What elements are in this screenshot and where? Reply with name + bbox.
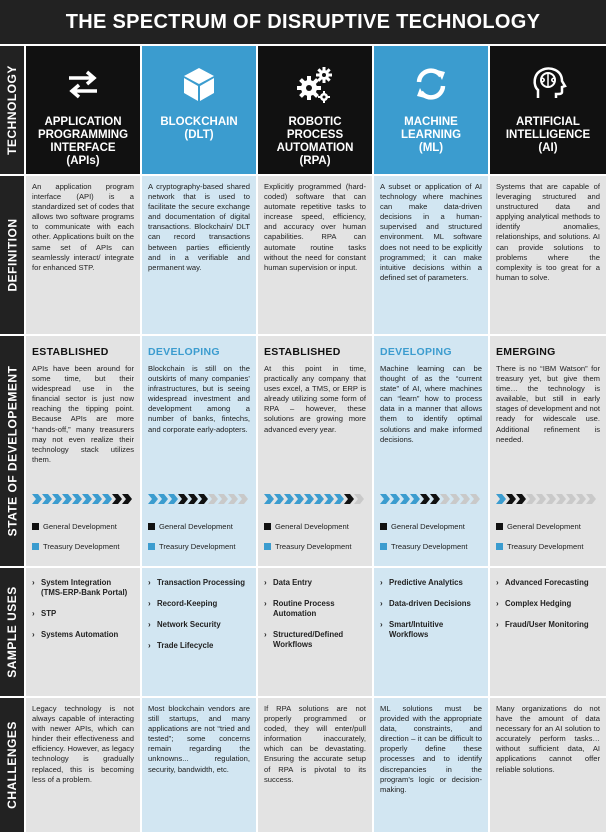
challenges-text: ML solutions must be provided with the appropriate data, constraints, and direction – it can be difficult to properly define these processes and to identify discrepancies in the program’s logic or decision-making. bbox=[380, 704, 482, 794]
tech-name: MACHINE LEARNING (ML) bbox=[400, 116, 462, 154]
progress-chevron bbox=[314, 494, 324, 504]
tech-header bbox=[142, 46, 256, 174]
progress-chevron bbox=[450, 494, 460, 504]
refresh-cycle-icon bbox=[411, 64, 451, 104]
sample-use-item bbox=[264, 578, 366, 588]
chevron-right-icon: › bbox=[264, 578, 267, 587]
state-cell bbox=[26, 336, 140, 566]
tech-name: ROBOTIC PROCESS AUTOMATION (RPA) bbox=[276, 116, 354, 167]
legend-swatch-blue bbox=[32, 543, 39, 550]
state-cell bbox=[374, 336, 488, 566]
sample-use-label: Network Security bbox=[157, 620, 221, 629]
legend-general bbox=[380, 522, 465, 531]
status-badge: ESTABLISHED bbox=[32, 346, 109, 358]
definition-text: An application program interface (API) is a standardized set of codes that allows two software programs to communicate with each other. Applications built on the same set of APIs can seamlessly interact/ integrate for enhanced STP. bbox=[32, 182, 134, 272]
chevron-right-icon: › bbox=[264, 599, 267, 608]
column-ml bbox=[374, 0, 488, 832]
row-label-definition bbox=[0, 176, 24, 334]
progress-chevron bbox=[82, 494, 92, 504]
progress-chevron bbox=[122, 494, 132, 504]
chevron-right-icon: › bbox=[380, 620, 383, 629]
legend-swatch-blue bbox=[264, 543, 271, 550]
state-text: At this point in time, practically any company that uses excel, a TMS, or ERP is already utilizing some form of RPA – however, these solutions are growing more advanced every year. bbox=[264, 364, 366, 434]
gears-icon bbox=[295, 64, 335, 104]
legend-general bbox=[32, 522, 117, 531]
chevron-right-icon: › bbox=[380, 578, 383, 587]
progress-chevron bbox=[52, 494, 62, 504]
chevron-right-icon: › bbox=[148, 599, 151, 608]
progress-chevron bbox=[496, 494, 506, 504]
tech-header bbox=[490, 46, 606, 174]
progress-chevron bbox=[410, 494, 420, 504]
definition-cell bbox=[490, 176, 606, 334]
legend-swatch-black bbox=[496, 523, 503, 530]
row-label-challenges-text: CHALLENGES bbox=[5, 721, 20, 809]
progress-chevron bbox=[92, 494, 102, 504]
sample-use-label: Structured/Defined Workflows bbox=[273, 630, 344, 649]
tech-header bbox=[258, 46, 372, 174]
progress-chevron bbox=[390, 494, 400, 504]
row-label-challenges bbox=[0, 698, 24, 832]
uses-cell bbox=[26, 568, 140, 696]
legend-treasury bbox=[496, 542, 584, 551]
state-cell bbox=[258, 336, 372, 566]
sample-use-item bbox=[380, 599, 482, 609]
sample-use-label: Routine Process Automation bbox=[273, 599, 335, 618]
brain-head-icon bbox=[528, 64, 568, 104]
progress-chevrons bbox=[264, 494, 366, 504]
status-badge: EMERGING bbox=[496, 346, 556, 358]
legend-swatch-black bbox=[264, 523, 271, 530]
uses-cell bbox=[490, 568, 606, 696]
legend-treasury bbox=[380, 542, 468, 551]
legend-swatch-blue bbox=[496, 543, 503, 550]
page-title: THE SPECTRUM OF DISRUPTIVE TECHNOLOGY bbox=[0, 0, 606, 44]
legend-swatch-blue bbox=[148, 543, 155, 550]
challenges-text: Many organizations do not have the amount of data necessary for an AI solution to accurately perform tasks… without sufficient data, AI applications cannot offer reliable solutions. bbox=[496, 704, 600, 774]
definition-cell bbox=[142, 176, 256, 334]
legend-general-label: General Development bbox=[275, 522, 349, 531]
sample-use-label: Data Entry bbox=[273, 578, 312, 587]
progress-chevron bbox=[188, 494, 198, 504]
uses-list bbox=[142, 568, 256, 651]
sample-use-label: Fraud/User Monitoring bbox=[505, 620, 589, 629]
sample-use-item bbox=[264, 599, 366, 619]
challenges-cell bbox=[490, 698, 606, 832]
progress-chevron bbox=[546, 494, 556, 504]
chevron-right-icon: › bbox=[380, 599, 383, 608]
progress-chevron bbox=[400, 494, 410, 504]
progress-chevron bbox=[112, 494, 122, 504]
legend-treasury-label: Treasury Development bbox=[391, 542, 468, 551]
sample-use-label: Record-Keeping bbox=[157, 599, 218, 608]
progress-chevron bbox=[420, 494, 430, 504]
definition-text: A subset or application of AI technology where machines can make data-driven decisions in a human-supervised and structured environment. ML software does not need to be explicitly programmed; it can make intuitive decisions within a defined set of parameters. bbox=[380, 182, 482, 282]
challenges-cell bbox=[374, 698, 488, 832]
progress-chevron bbox=[536, 494, 546, 504]
uses-cell bbox=[142, 568, 256, 696]
state-text: APIs have been around for some time, but their widespread use in the financial sector is just now reaching the tipping point. Because APIs are more “hands-off,” many treasurers may not even realize their technology stack utilizes them. bbox=[32, 364, 134, 464]
progress-chevrons bbox=[496, 494, 598, 504]
column-rpa bbox=[258, 0, 372, 832]
progress-chevron bbox=[586, 494, 596, 504]
legend-general-label: General Development bbox=[507, 522, 581, 531]
progress-chevron bbox=[284, 494, 294, 504]
uses-cell bbox=[374, 568, 488, 696]
tech-name: ARTIFICIAL INTELLIGENCE (AI) bbox=[505, 116, 591, 154]
progress-chevron bbox=[354, 494, 364, 504]
progress-chevron bbox=[102, 494, 112, 504]
status-badge: ESTABLISHED bbox=[264, 346, 341, 358]
legend-treasury bbox=[264, 542, 352, 551]
legend-treasury-label: Treasury Development bbox=[507, 542, 584, 551]
progress-chevron bbox=[506, 494, 516, 504]
sample-use-item bbox=[380, 578, 482, 588]
legend-swatch-black bbox=[148, 523, 155, 530]
sample-use-label: System Integration (TMS-ERP-Bank Portal) bbox=[41, 578, 128, 597]
progress-chevrons bbox=[32, 494, 134, 504]
sample-use-item bbox=[148, 599, 250, 609]
uses-list bbox=[26, 568, 140, 640]
progress-chevron bbox=[42, 494, 52, 504]
sample-use-item bbox=[496, 578, 600, 588]
column-blockchain bbox=[142, 0, 256, 832]
column-apis bbox=[26, 0, 140, 832]
definition-text: A cryptography-based shared network that is used to facilitate the secure exchange and documentation of digital transactions. Blockchain/ DLT can record transactions between parties efficiently and in a verifiable and permanent way. bbox=[148, 182, 250, 272]
progress-chevron bbox=[556, 494, 566, 504]
progress-chevron bbox=[430, 494, 440, 504]
chevron-right-icon: › bbox=[32, 578, 35, 587]
progress-chevron bbox=[238, 494, 248, 504]
sample-use-label: Transaction Processing bbox=[157, 578, 245, 587]
challenges-text: Legacy technology is not always capable of interacting with newer APIs, which can hinder their effectiveness and efficiency. However, as legacy technology is gradually replaced, this is becoming less of a problem. bbox=[32, 704, 134, 784]
row-label-technology-text: TECHNOLOGY bbox=[5, 65, 20, 155]
sample-use-item bbox=[32, 630, 134, 640]
status-badge: DEVELOPING bbox=[380, 346, 452, 358]
chevron-right-icon: › bbox=[496, 599, 499, 608]
definition-cell bbox=[258, 176, 372, 334]
legend-swatch-blue bbox=[380, 543, 387, 550]
legend-general-label: General Development bbox=[391, 522, 465, 531]
uses-list bbox=[374, 568, 488, 640]
progress-chevron bbox=[264, 494, 274, 504]
row-label-definition-text: DEFINITION bbox=[5, 218, 19, 292]
progress-chevron bbox=[158, 494, 168, 504]
challenges-cell bbox=[142, 698, 256, 832]
chevron-right-icon: › bbox=[148, 641, 151, 650]
legend-swatch-black bbox=[32, 523, 39, 530]
sample-use-item bbox=[148, 620, 250, 630]
definition-text: Explicitly programmed (hard-coded) software that can automate repetitive tasks to increase speed, efficiency, and accuracy over human capabilities. RPA can automate routine tasks without the need for constant human supervision or input. bbox=[264, 182, 366, 272]
state-cell bbox=[142, 336, 256, 566]
progress-chevron bbox=[148, 494, 158, 504]
sample-use-label: Systems Automation bbox=[41, 630, 119, 639]
challenges-cell bbox=[258, 698, 372, 832]
progress-chevron bbox=[440, 494, 450, 504]
row-label-uses-text: SAMPLE USES bbox=[5, 586, 20, 678]
legend-treasury-label: Treasury Development bbox=[43, 542, 120, 551]
progress-chevron bbox=[62, 494, 72, 504]
uses-list bbox=[258, 568, 372, 650]
tech-name: APPLICATION PROGRAMMING INTERFACE (APIs) bbox=[37, 116, 129, 167]
progress-chevron bbox=[218, 494, 228, 504]
progress-chevron bbox=[32, 494, 42, 504]
state-text: Machine learning can be thought of as the “current state” of AI, where machines can “learn” how to process data in a manner that allows them to identify optimal solutions and make informed decisions. bbox=[380, 364, 482, 444]
uses-list bbox=[490, 568, 606, 630]
progress-chevron bbox=[526, 494, 536, 504]
legend-general bbox=[496, 522, 581, 531]
progress-chevron bbox=[168, 494, 178, 504]
sample-use-item bbox=[32, 609, 134, 619]
sample-use-label: Complex Hedging bbox=[505, 599, 572, 608]
challenges-cell bbox=[26, 698, 140, 832]
challenges-text: If RPA solutions are not properly programmed or coded, they will enter/pull information inaccurately, which can be devastating. Ensuring the accurate setup of RPA is pivotal to its success. bbox=[264, 704, 366, 784]
tech-name: BLOCKCHAIN (DLT) bbox=[160, 116, 238, 141]
tech-header bbox=[374, 46, 488, 174]
row-label-technology bbox=[0, 46, 24, 174]
definition-text: Systems that are capable of leveraging structured and unstructured data and applying analytical methods to identify anomalies, relationships, and solutions. AI can provide solutions to problems where the complexity is too great for a human to solve. bbox=[496, 182, 600, 282]
chevron-right-icon: › bbox=[496, 578, 499, 587]
progress-chevron bbox=[208, 494, 218, 504]
definition-cell bbox=[374, 176, 488, 334]
chevron-right-icon: › bbox=[148, 620, 151, 629]
chevron-right-icon: › bbox=[264, 630, 267, 639]
row-label-uses bbox=[0, 568, 24, 696]
progress-chevron bbox=[274, 494, 284, 504]
progress-chevron bbox=[576, 494, 586, 504]
chevron-right-icon: › bbox=[496, 620, 499, 629]
progress-chevron bbox=[198, 494, 208, 504]
sample-use-item bbox=[32, 578, 134, 598]
arrows-exchange-icon bbox=[63, 64, 103, 104]
sample-use-label: Trade Lifecycle bbox=[157, 641, 214, 650]
uses-cell bbox=[258, 568, 372, 696]
sample-use-item bbox=[148, 578, 250, 588]
legend-treasury-label: Treasury Development bbox=[275, 542, 352, 551]
legend-swatch-black bbox=[380, 523, 387, 530]
legend-general-label: General Development bbox=[43, 522, 117, 531]
progress-chevrons bbox=[380, 494, 482, 504]
sample-use-item bbox=[264, 630, 366, 650]
progress-chevron bbox=[470, 494, 480, 504]
cube-icon bbox=[179, 64, 219, 104]
tech-header bbox=[26, 46, 140, 174]
progress-chevron bbox=[72, 494, 82, 504]
sample-use-item bbox=[380, 620, 482, 640]
state-cell bbox=[490, 336, 606, 566]
sample-use-label: STP bbox=[41, 609, 57, 618]
progress-chevron bbox=[516, 494, 526, 504]
progress-chevron bbox=[304, 494, 314, 504]
row-label-state bbox=[0, 336, 24, 566]
sample-use-item bbox=[148, 641, 250, 651]
progress-chevron bbox=[334, 494, 344, 504]
chevron-right-icon: › bbox=[32, 609, 35, 618]
sample-use-label: Smart/Intuitive Workflows bbox=[389, 620, 444, 639]
legend-general bbox=[264, 522, 349, 531]
legend-general-label: General Development bbox=[159, 522, 233, 531]
progress-chevron bbox=[344, 494, 354, 504]
row-label-state-text: STATE OF DEVELOPEMENT bbox=[5, 365, 20, 537]
challenges-text: Most blockchain vendors are still startups, and many applications are not “tried and tested”; some concerns remain regarding the unknowns... regulation, security, bandwidth, etc. bbox=[148, 704, 250, 774]
progress-chevron bbox=[294, 494, 304, 504]
status-badge: DEVELOPING bbox=[148, 346, 220, 358]
progress-chevron bbox=[460, 494, 470, 504]
progress-chevron bbox=[178, 494, 188, 504]
sample-use-item bbox=[496, 620, 600, 630]
legend-treasury bbox=[32, 542, 120, 551]
definition-cell bbox=[26, 176, 140, 334]
progress-chevron bbox=[228, 494, 238, 504]
progress-chevron bbox=[566, 494, 576, 504]
legend-treasury bbox=[148, 542, 236, 551]
chevron-right-icon: › bbox=[32, 630, 35, 639]
legend-treasury-label: Treasury Development bbox=[159, 542, 236, 551]
sample-use-label: Data-driven Decisions bbox=[389, 599, 471, 608]
column-ai bbox=[490, 0, 606, 832]
chevron-right-icon: › bbox=[148, 578, 151, 587]
progress-chevron bbox=[380, 494, 390, 504]
sample-use-label: Advanced Forecasting bbox=[505, 578, 589, 587]
progress-chevron bbox=[324, 494, 334, 504]
state-text: There is no “IBM Watson” for treasury yet, but give them time… the technology is available, but still in early stages of development and not ready for widescale use. Additional refinement is needed. bbox=[496, 364, 600, 444]
progress-chevrons bbox=[148, 494, 250, 504]
sample-use-label: Predictive Analytics bbox=[389, 578, 463, 587]
sample-use-item bbox=[496, 599, 600, 609]
legend-general bbox=[148, 522, 233, 531]
state-text: Blockchain is still on the outskirts of many companies’ infrastructures, but is seeing widespread investment and development among a number of banks, fintechs, and corporate early-adopters. bbox=[148, 364, 250, 434]
